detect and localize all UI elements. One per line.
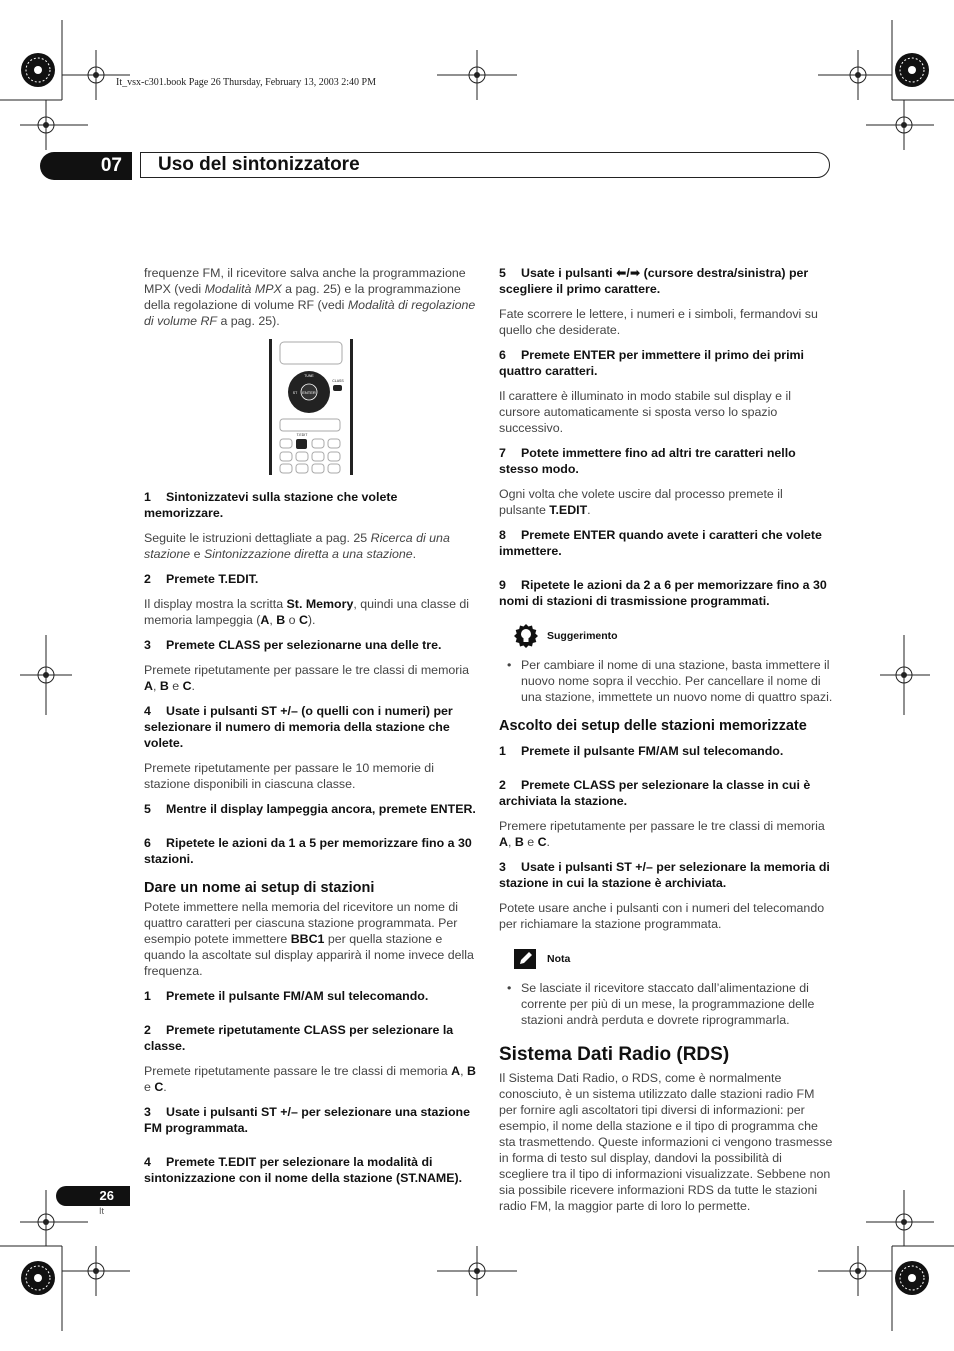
note-label: Nota	[547, 953, 571, 965]
step-c6-body: Il carattere è illuminato in modo stabile sul display e il cursore automaticamente si sposta verso lo spazio successivo.	[499, 389, 792, 435]
rds-heading: Sistema Dati Radio (RDS)	[499, 1044, 730, 1065]
step-b2-body: Premete ripetutamente passare le tre classi di memoria A, B e C.	[144, 1064, 476, 1094]
step-c5-body: Fate scorrere le lettere, i numeri e i simboli, fermandovi su quello che desiderate.	[499, 307, 818, 337]
rds-paragraph: Il Sistema Dati Radio, o RDS, come è normalmente conosciuto, è un sistema utilizzato dalle stazioni radio FM per fornire agli ascoltatori tipi diversi di informazioni: per esempio, il nome della stazione e il tipo di programma che sta trasmettendo. Queste informazioni ci vengono trasmesse in forma di testo sul display, dandovi la possibilità di scegliere tra il tipo di informazioni visualizzate. Sebbene non sia possibile ricevere informazioni RDS da tutte le stazioni radio FM, la maggior parte di loro lo permette.	[499, 1071, 833, 1213]
step-c7-title: 7 Potete immettere fino ad altri tre caratteri nello stesso modo.	[499, 446, 796, 476]
step-a2-body: Il display mostra la scritta St. Memory, quindi una classe di memoria lampeggia (A, B o C).	[144, 597, 470, 627]
remote-st-label: ST	[292, 391, 298, 395]
tip-header	[513, 623, 833, 649]
intro-paragraph: frequenze FM, il ricevitore salva anche la programmazione MPX (vedi Modalità MPX a pag. 25) e la programmazione della regolazione di volume RF (vedi Modalità di regolazione di volume RF a pag. 25).	[144, 266, 476, 328]
step-c8-title: 8 Premete ENTER quando avete i caratteri che volete immettere.	[499, 528, 822, 558]
naming-paragraph: Potete immettere nella memoria del ricevitore un nome di quattro caratteri per ciascuna stazione programmata. Per esempio potete immettere BBC1 per quella stazione e quando la ascoltate sul display apparirà il nome invece della frequenza.	[144, 900, 474, 978]
pencil-icon	[513, 946, 539, 972]
step-a3-body: Premete ripetutamente per passare le tre classi di memoria A, B e C.	[144, 663, 470, 693]
remote-tune-label: TUNE	[304, 374, 314, 378]
right-column	[499, 265, 833, 1223]
step-b2-title: 2 Premete ripetutamente CLASS per selezionare la classe.	[144, 1023, 454, 1053]
left-column	[144, 265, 476, 1195]
remote-tedit-label: T.EDIT	[296, 433, 308, 437]
page-number: 26	[56, 1186, 130, 1206]
step-c9-title: 9 Ripetete le azioni da 2 a 6 per memorizzare fino a 30 nomi di stazioni di trasmissione programmati.	[499, 578, 827, 608]
step-d2-body: Premere ripetutamente per passare le tre classi di memoria A, B e C.	[499, 819, 825, 849]
note-header	[513, 946, 833, 972]
chapter-title: Uso del sintonizzatore	[158, 154, 360, 175]
step-a2-title: 2 Premete T.EDIT.	[144, 572, 259, 586]
step-c6-title: 6 Premete ENTER per immettere il primo dei primi quattro caratteri.	[499, 348, 805, 378]
step-d2-title: 2 Premete CLASS per selezionare la classe in cui è archiviata la stazione.	[499, 778, 811, 808]
lightbulb-icon	[513, 623, 539, 649]
tip-label: Suggerimento	[547, 630, 618, 642]
listening-heading: Ascolto dei setup delle stazioni memorizzate	[499, 718, 807, 734]
remote-enter-label: ENTER	[302, 390, 316, 395]
naming-heading: Dare un nome ai setup di stazioni	[144, 880, 375, 896]
step-c7-body: Ogni volta che volete uscire dal processo premete il pulsante T.EDIT.	[499, 487, 783, 517]
file-header: It_vsx-c301.book Page 26 Thursday, February 13, 2003 2:40 PM	[116, 77, 376, 88]
step-c5-title: 5 Usate i pulsanti ⬅/➡ (cursore destra/sinistra) per scegliere il primo carattere.	[499, 266, 809, 296]
step-a6-title: 6 Ripetete le azioni da 1 a 5 per memorizzare fino a 30 stazioni.	[144, 836, 472, 866]
step-a4-body: Premete ripetutamente per passare le 10 memorie di stazione disponibili in ciascuna classe.	[144, 761, 434, 791]
step-d1-title: 1 Premete il pulsante FM/AM sul telecomando.	[499, 744, 784, 758]
step-b3-title: 3 Usate i pulsanti ST +/– per selezionare una stazione FM programmata.	[144, 1105, 471, 1135]
tip-text: • Per cambiare il nome di una stazione, basta immettere il nuovo nome sopra il vecchio. Per cancellare il nome di una stazione, immettete un nuovo nome di quattro spazi.	[499, 657, 833, 705]
step-a1-body: Seguite le istruzioni dettagliate a pag. 25 Ricerca di una stazione e Sintonizzazione diretta a una stazione.	[144, 531, 450, 561]
chapter-number: 07	[40, 152, 132, 180]
step-b4-title: 4 Premete T.EDIT per selezionare la modalità di sintonizzazione con il nome della stazione (ST.NAME).	[144, 1155, 463, 1185]
step-b1-title: 1 Premete il pulsante FM/AM sul telecomando.	[144, 989, 429, 1003]
step-a3-title: 3 Premete CLASS per selezionarne una delle tre.	[144, 638, 442, 652]
remote-control-illustration	[268, 339, 354, 475]
step-d3-body: Potete usare anche i pulsanti con i numeri del telecomando per richiamare la stazione programmata.	[499, 901, 825, 931]
step-a4-title: 4 Usate i pulsanti ST +/– (o quelli con i numeri) per selezionare il numero di memoria della stazione che volete.	[144, 704, 453, 750]
step-a1-title: 1 Sintonizzatevi sulla stazione che volete memorizzare.	[144, 490, 398, 520]
step-d3-title: 3 Usate i pulsanti ST +/– per selezionare la memoria di stazione in cui la stazione è archiviata.	[499, 860, 830, 890]
remote-class-label: CLASS	[332, 379, 344, 383]
step-a5-title: 5 Mentre il display lampeggia ancora, premete ENTER.	[144, 802, 476, 816]
note-text: • Se lasciate il ricevitore staccato dall’alimentazione di corrente per più di un mese, la programmazione delle stazioni andrà perduta e dovrete riprogrammarla.	[499, 980, 833, 1028]
language-code: It	[99, 1206, 105, 1216]
